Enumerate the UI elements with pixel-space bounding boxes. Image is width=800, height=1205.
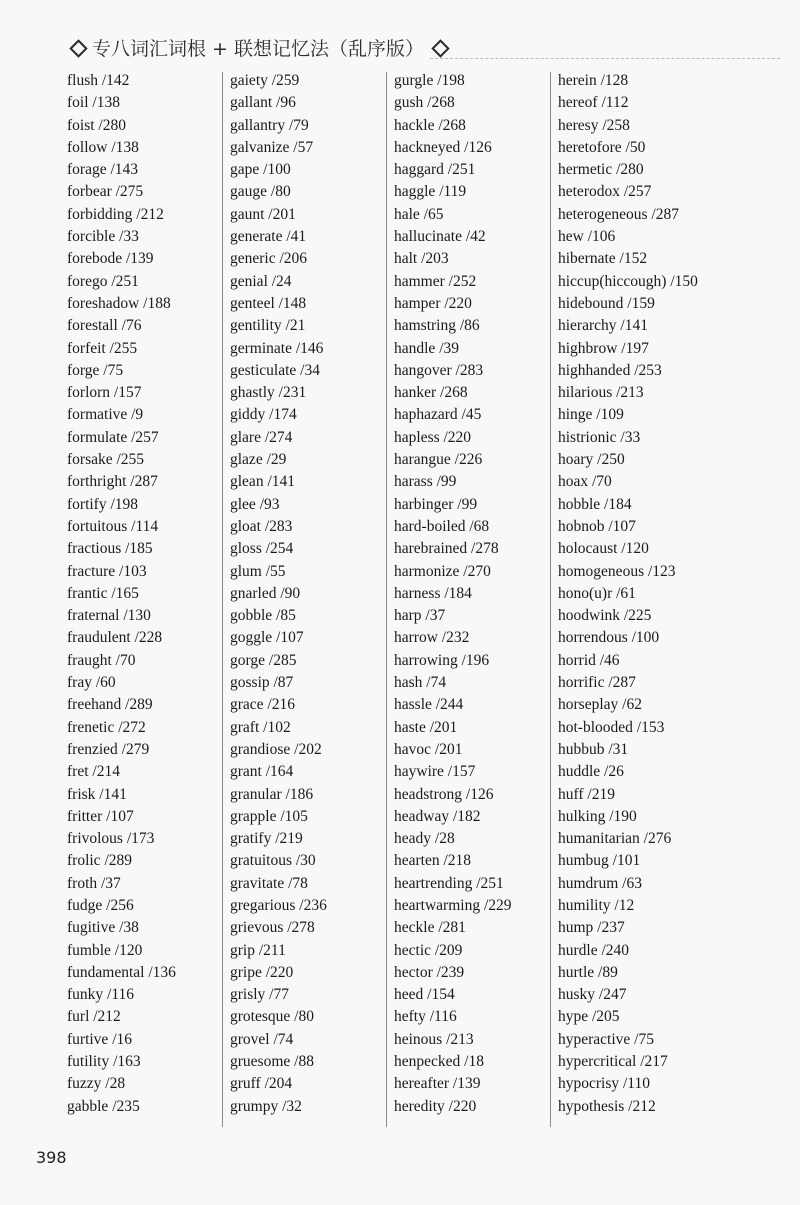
word-entry: haywire /157 bbox=[394, 763, 476, 781]
word-entry: glee /93 bbox=[230, 495, 280, 513]
word-entry: highhanded /253 bbox=[558, 361, 662, 379]
word-entry: headway /182 bbox=[394, 807, 481, 825]
word-entry: haphazard /45 bbox=[394, 406, 482, 424]
word-entry: grumpy /32 bbox=[230, 1097, 302, 1115]
word-entry: hobble /184 bbox=[558, 495, 632, 513]
word-column-1 bbox=[67, 70, 227, 1118]
word-entry: heartwarming /229 bbox=[394, 896, 512, 914]
word-entry: goggle /107 bbox=[230, 629, 304, 647]
word-entry: fundamental /136 bbox=[67, 963, 176, 981]
word-entry: hectic /209 bbox=[394, 941, 463, 959]
word-entry: gallant /96 bbox=[230, 94, 296, 112]
word-entry: foreshadow /188 bbox=[67, 294, 171, 312]
word-entry: glaze /29 bbox=[230, 451, 287, 469]
word-column-3 bbox=[394, 70, 554, 1118]
word-entry: frolic /289 bbox=[67, 852, 132, 870]
word-entry: gripe /220 bbox=[230, 963, 294, 981]
word-entry: hammer /252 bbox=[394, 272, 477, 290]
word-entry: gravitate /78 bbox=[230, 874, 308, 892]
word-entry: hobnob /107 bbox=[558, 517, 636, 535]
word-entry: hector /239 bbox=[394, 963, 465, 981]
word-entry: gesticulate /34 bbox=[230, 361, 320, 379]
word-entry: grace /216 bbox=[230, 696, 295, 714]
word-entry: hoodwink /225 bbox=[558, 607, 652, 625]
word-entry: harbinger /99 bbox=[394, 495, 478, 513]
word-entry: futility /163 bbox=[67, 1053, 141, 1071]
word-entry: horseplay /62 bbox=[558, 696, 642, 714]
word-entry: forlorn /157 bbox=[67, 384, 142, 402]
word-entry: heartrending /251 bbox=[394, 874, 504, 892]
word-entry: frantic /165 bbox=[67, 584, 139, 602]
word-entry: heinous /213 bbox=[394, 1030, 474, 1048]
word-entry: forthright /287 bbox=[67, 473, 158, 491]
word-entry: gaunt /201 bbox=[230, 205, 296, 223]
word-entry: gape /100 bbox=[230, 161, 291, 179]
word-entry: gregarious /236 bbox=[230, 896, 327, 914]
word-entry: grip /211 bbox=[230, 941, 286, 959]
word-entry: frisk /141 bbox=[67, 785, 127, 803]
word-entry: froth /37 bbox=[67, 874, 121, 892]
word-entry: highbrow /197 bbox=[558, 339, 649, 357]
word-entry: horrific /287 bbox=[558, 674, 636, 692]
word-entry: humanitarian /276 bbox=[558, 830, 672, 848]
word-entry: forestall /76 bbox=[67, 317, 142, 335]
word-entry: hackle /268 bbox=[394, 116, 466, 134]
word-entry: galvanize /57 bbox=[230, 138, 314, 156]
word-entry: heckle /281 bbox=[394, 919, 466, 937]
diamond-ornament-icon bbox=[70, 40, 84, 54]
word-entry: hype /205 bbox=[558, 1008, 620, 1026]
word-entry: heady /28 bbox=[394, 830, 455, 848]
word-entry: generate /41 bbox=[230, 228, 307, 246]
word-entry: gobble /85 bbox=[230, 607, 296, 625]
word-entry: hump /237 bbox=[558, 919, 625, 937]
word-entry: heterodox /257 bbox=[558, 183, 652, 201]
word-entry: forbear /275 bbox=[67, 183, 144, 201]
word-entry: hilarious /213 bbox=[558, 384, 644, 402]
word-entry: hangover /283 bbox=[394, 361, 484, 379]
word-entry: gorge /285 bbox=[230, 651, 297, 669]
word-entry: foist /280 bbox=[67, 116, 126, 134]
word-entry: generic /206 bbox=[230, 250, 308, 268]
word-entry: fraught /70 bbox=[67, 651, 136, 669]
word-entry: horrendous /100 bbox=[558, 629, 660, 647]
word-entry: fracture /103 bbox=[67, 562, 147, 580]
word-entry: gauge /80 bbox=[230, 183, 291, 201]
word-entry: fortify /198 bbox=[67, 495, 139, 513]
word-entry: hefty /116 bbox=[394, 1008, 457, 1026]
word-entry: heterogeneous /287 bbox=[558, 205, 679, 223]
word-entry: grisly /77 bbox=[230, 986, 289, 1004]
word-entry: hallucinate /42 bbox=[394, 228, 486, 246]
word-entry: handle /39 bbox=[394, 339, 459, 357]
word-entry: hubbub /31 bbox=[558, 740, 629, 758]
word-entry: fray /60 bbox=[67, 674, 116, 692]
word-entry: humbug /101 bbox=[558, 852, 641, 870]
word-entry: havoc /201 bbox=[394, 740, 463, 758]
word-entry: genteel /148 bbox=[230, 294, 307, 312]
word-entry: gallantry /79 bbox=[230, 116, 309, 134]
word-entry: gnarled /90 bbox=[230, 584, 301, 602]
word-entry: harmonize /270 bbox=[394, 562, 491, 580]
book-title: 专八词汇词根 + 联想记忆法（乱序版） bbox=[92, 37, 424, 60]
word-entry: grievous /278 bbox=[230, 919, 315, 937]
word-entry: hibernate /152 bbox=[558, 250, 648, 268]
word-entry: genial /24 bbox=[230, 272, 292, 290]
column-divider bbox=[222, 72, 223, 1127]
word-entry: grovel /74 bbox=[230, 1030, 294, 1048]
word-entry: hash /74 bbox=[394, 674, 447, 692]
word-entry: gloat /283 bbox=[230, 517, 293, 535]
word-entry: hermetic /280 bbox=[558, 161, 644, 179]
word-entry: harrow /232 bbox=[394, 629, 470, 647]
word-entry: hono(u)r /61 bbox=[558, 584, 636, 602]
word-entry: harness /184 bbox=[394, 584, 472, 602]
word-entry: henpecked /18 bbox=[394, 1053, 484, 1071]
page-number: 398 bbox=[36, 1148, 67, 1167]
word-entry: haggle /119 bbox=[394, 183, 467, 201]
word-entry: hidebound /159 bbox=[558, 294, 655, 312]
word-entry: hoax /70 bbox=[558, 473, 612, 491]
word-entry: furl /212 bbox=[67, 1008, 121, 1026]
word-entry: hard-boiled /68 bbox=[394, 517, 490, 535]
word-entry: hereof /112 bbox=[558, 94, 629, 112]
word-entry: grant /164 bbox=[230, 763, 294, 781]
word-entry: hearten /218 bbox=[394, 852, 472, 870]
word-entry: haggard /251 bbox=[394, 161, 476, 179]
word-entry: foil /138 bbox=[67, 94, 120, 112]
word-entry: harrowing /196 bbox=[394, 651, 490, 669]
word-entry: glean /141 bbox=[230, 473, 295, 491]
word-entry: forsake /255 bbox=[67, 451, 145, 469]
word-entry: frenetic /272 bbox=[67, 718, 146, 736]
word-entry: forbidding /212 bbox=[67, 205, 164, 223]
word-entry: hyperactive /75 bbox=[558, 1030, 654, 1048]
header-rule bbox=[430, 58, 780, 60]
word-entry: ghastly /231 bbox=[230, 384, 307, 402]
word-entry: hinge /109 bbox=[558, 406, 624, 424]
word-entry: frenzied /279 bbox=[67, 740, 150, 758]
word-entry: fortuitous /114 bbox=[67, 517, 159, 535]
word-entry: graft /102 bbox=[230, 718, 291, 736]
word-entry: husky /247 bbox=[558, 986, 627, 1004]
word-entry: hoary /250 bbox=[558, 451, 625, 469]
word-entry: hypothesis /212 bbox=[558, 1097, 656, 1115]
word-entry: flush /142 bbox=[67, 72, 130, 89]
word-entry: fractious /185 bbox=[67, 540, 153, 558]
word-entry: germinate /146 bbox=[230, 339, 324, 357]
word-entry: hypocrisy /110 bbox=[558, 1075, 650, 1093]
word-entry: gratuitous /30 bbox=[230, 852, 316, 870]
word-entry: herein /128 bbox=[558, 72, 629, 89]
diamond-ornament-icon bbox=[432, 40, 446, 54]
word-entry: hot-blooded /153 bbox=[558, 718, 665, 736]
word-entry: gabble /235 bbox=[67, 1097, 140, 1115]
word-entry: humility /12 bbox=[558, 896, 635, 914]
word-entry: grandiose /202 bbox=[230, 740, 322, 758]
word-entry: funky /116 bbox=[67, 986, 135, 1004]
word-entry: gruesome /88 bbox=[230, 1053, 314, 1071]
word-entry: gossip /87 bbox=[230, 674, 294, 692]
word-entry: forfeit /255 bbox=[67, 339, 138, 357]
word-entry: hew /106 bbox=[558, 228, 616, 246]
word-entry: heresy /258 bbox=[558, 116, 630, 134]
word-entry: hulking /190 bbox=[558, 807, 637, 825]
word-entry: holocaust /120 bbox=[558, 540, 649, 558]
word-entry: hapless /220 bbox=[394, 428, 472, 446]
word-entry: gaiety /259 bbox=[230, 72, 300, 89]
word-column-2 bbox=[230, 70, 390, 1118]
word-entry: harebrained /278 bbox=[394, 540, 499, 558]
word-entry: freehand /289 bbox=[67, 696, 153, 714]
word-entry: harangue /226 bbox=[394, 451, 483, 469]
word-entry: harp /37 bbox=[394, 607, 446, 625]
word-entry: hierarchy /141 bbox=[558, 317, 648, 335]
word-entry: gloss /254 bbox=[230, 540, 294, 558]
word-entry: heredity /220 bbox=[394, 1097, 477, 1115]
word-entry: hurtle /89 bbox=[558, 963, 618, 981]
word-entry: frivolous /173 bbox=[67, 830, 155, 848]
word-entry: hackneyed /126 bbox=[394, 138, 492, 156]
word-entry: forego /251 bbox=[67, 272, 139, 290]
word-entry: hurdle /240 bbox=[558, 941, 630, 959]
word-entry: huff /219 bbox=[558, 785, 615, 803]
word-entry: glare /274 bbox=[230, 428, 293, 446]
word-entry: gratify /219 bbox=[230, 830, 303, 848]
word-entry: gurgle /198 bbox=[394, 72, 465, 89]
word-entry: heed /154 bbox=[394, 986, 455, 1004]
word-entry: fudge /256 bbox=[67, 896, 134, 914]
word-entry: humdrum /63 bbox=[558, 874, 642, 892]
word-entry: forebode /139 bbox=[67, 250, 154, 268]
word-entry: forage /143 bbox=[67, 161, 139, 179]
word-entry: fugitive /38 bbox=[67, 919, 139, 937]
word-entry: formative /9 bbox=[67, 406, 144, 424]
word-entry: grapple /105 bbox=[230, 807, 308, 825]
word-entry: gruff /204 bbox=[230, 1075, 293, 1093]
word-entry: forge /75 bbox=[67, 361, 124, 379]
word-entry: furtive /16 bbox=[67, 1030, 132, 1048]
word-entry: halt /203 bbox=[394, 250, 449, 268]
word-entry: fritter /107 bbox=[67, 807, 134, 825]
word-entry: formulate /257 bbox=[67, 428, 159, 446]
word-entry: granular /186 bbox=[230, 785, 314, 803]
word-entry: hanker /268 bbox=[394, 384, 468, 402]
word-entry: fret /214 bbox=[67, 763, 120, 781]
word-entry: hamstring /86 bbox=[394, 317, 480, 335]
word-entry: homogeneous /123 bbox=[558, 562, 676, 580]
word-entry: fraternal /130 bbox=[67, 607, 151, 625]
word-entry: harass /99 bbox=[394, 473, 457, 491]
word-column-4 bbox=[558, 70, 718, 1118]
word-entry: forcible /33 bbox=[67, 228, 139, 246]
word-entry: heretofore /50 bbox=[558, 138, 646, 156]
column-divider bbox=[550, 72, 551, 1127]
word-entry: grotesque /80 bbox=[230, 1008, 314, 1026]
word-entry: hypercritical /217 bbox=[558, 1053, 668, 1071]
word-entry: hamper /220 bbox=[394, 294, 472, 312]
word-entry: fumble /120 bbox=[67, 941, 143, 959]
word-entry: histrionic /33 bbox=[558, 428, 641, 446]
word-entry: hiccup(hiccough) /150 bbox=[558, 272, 698, 290]
word-entry: fraudulent /228 bbox=[67, 629, 163, 647]
word-entry: huddle /26 bbox=[558, 763, 624, 781]
word-entry: hassle /244 bbox=[394, 696, 464, 714]
word-entry: hale /65 bbox=[394, 205, 444, 223]
word-entry: headstrong /126 bbox=[394, 785, 494, 803]
word-entry: gentility /21 bbox=[230, 317, 306, 335]
word-entry: glum /55 bbox=[230, 562, 286, 580]
column-divider bbox=[386, 72, 387, 1127]
word-entry: fuzzy /28 bbox=[67, 1075, 126, 1093]
word-entry: follow /138 bbox=[67, 138, 139, 156]
word-entry: giddy /174 bbox=[230, 406, 297, 424]
word-entry: horrid /46 bbox=[558, 651, 620, 669]
word-entry: gush /268 bbox=[394, 94, 455, 112]
word-entry: haste /201 bbox=[394, 718, 458, 736]
word-entry: hereafter /139 bbox=[394, 1075, 481, 1093]
